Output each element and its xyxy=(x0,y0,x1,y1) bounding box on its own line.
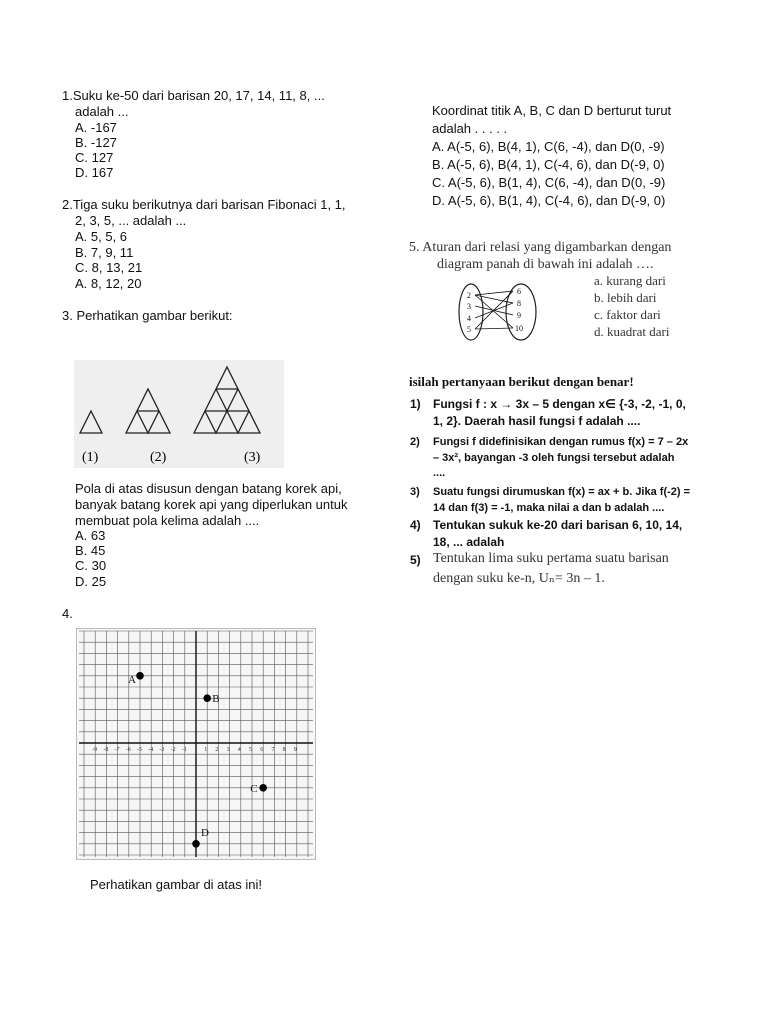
point-label-d: D xyxy=(201,826,209,839)
x-tick-label: -1 xyxy=(181,747,187,753)
x-tick-label: 4 xyxy=(237,747,241,753)
x-tick-label: -3 xyxy=(159,747,165,753)
q4-caption: Perhatikan gambar di atas ini! xyxy=(90,877,262,892)
q5-question-cont: diagram panah di bawah ini adalah …. xyxy=(437,257,654,272)
x-tick-label: 7 xyxy=(271,747,275,753)
point-a xyxy=(136,672,144,680)
q3-option-c: C. 30 xyxy=(75,558,107,573)
essay-3-number: 3) xyxy=(410,486,420,498)
q2-option-b: B. 7, 9, 11 xyxy=(75,245,134,260)
point-label-c: C xyxy=(250,782,258,795)
x-tick-label: -4 xyxy=(148,747,154,753)
essay-2-number: 2) xyxy=(410,436,420,448)
q5-option-b: b. lebih dari xyxy=(594,290,657,305)
x-tick-label: -5 xyxy=(137,747,142,753)
domain-3: 3 xyxy=(467,302,471,311)
codomain-8: 8 xyxy=(517,299,521,308)
q5-option-c: c. faktor dari xyxy=(594,307,661,322)
matchstick-triangles xyxy=(74,360,284,468)
q4-option-c: C. A(-5, 6), B(1, 4), C(6, -4), dan D(0, -9) xyxy=(432,175,666,190)
essay-1-line-2: 1, 2}. Daerah hasil fungsi f adalah .... xyxy=(433,414,641,428)
q3-text-2: banyak batang korek api yang diperlukan untuk xyxy=(75,497,348,512)
essay-4-number: 4) xyxy=(410,518,421,532)
point-c xyxy=(259,784,267,792)
point-label-b: B xyxy=(212,693,220,706)
x-tick-label: 3 xyxy=(226,747,230,753)
q1-question: 1.Suku ke-50 dari barisan 20, 17, 14, 11, 8, ... xyxy=(62,88,325,103)
x-tick-label: -8 xyxy=(103,747,109,753)
q4-right-text-1: Koordinat titik A, B, C dan D berturut turut xyxy=(432,103,672,118)
q1-question-cont: adalah ... xyxy=(75,104,129,119)
essay-5-line-1: Tentukan lima suku pertama suatu barisan xyxy=(433,551,669,566)
q4-right-text-2: adalah . . . . . xyxy=(432,121,508,136)
x-tick-label: -9 xyxy=(92,747,98,753)
x-tick-label: 5 xyxy=(249,747,252,753)
point-label-a: A xyxy=(128,673,136,686)
essay-1-number: 1) xyxy=(410,397,421,411)
codomain-6: 6 xyxy=(517,287,521,296)
x-tick-label: 1 xyxy=(204,747,208,753)
q3-option-a: A. 63 xyxy=(75,528,106,543)
essay-2-line-2: – 3x², bayangan -3 oleh fungsi tersebut adalah xyxy=(433,452,675,464)
domain-4: 4 xyxy=(467,314,471,323)
x-tick-label: -7 xyxy=(114,747,120,753)
essay-4-line-1: Tentukan sukuk ke-20 dari barisan 6, 10, 14, xyxy=(433,518,683,532)
essay-3-line-1: Suatu fungsi dirumuskan f(x) = ax + b. Jika f(-2) = xyxy=(433,486,691,498)
figure-label-2: (2) xyxy=(150,450,167,465)
domain-5: 5 xyxy=(467,325,471,334)
x-tick-label: 2 xyxy=(215,747,219,753)
q2-option-a: A. 5, 5, 6 xyxy=(75,229,128,244)
essay-1-line-1: Fungsi f : x → 3x – 5 dengan x∈ {-3, -2, -1, 0, xyxy=(433,397,686,411)
q1-option-b: B. -127 xyxy=(75,135,117,150)
essay-3-line-2: 14 dan f(3) = -1, maka nilai a dan b adalah .... xyxy=(433,502,665,514)
q3-text-3: membuat pola kelima adalah .... xyxy=(75,513,260,528)
x-tick-label: 8 xyxy=(282,747,286,753)
x-tick-label: -2 xyxy=(170,747,176,753)
codomain-10: 10 xyxy=(515,324,523,333)
coordinate-plane xyxy=(77,629,315,859)
essay-2-line-3: .... xyxy=(433,467,446,479)
essay-5-line-2: dengan suku ke-n, Uₙ= 3n – 1. xyxy=(433,571,605,586)
q2-option-c: C. 8, 13, 21 xyxy=(75,260,143,275)
q3-title: 3. Perhatikan gambar berikut: xyxy=(62,308,233,323)
matchstick-figure xyxy=(74,360,284,468)
q2-question: 2.Tiga suku berikutnya dari barisan Fibonaci 1, 1, xyxy=(62,197,346,212)
point-d xyxy=(192,840,200,848)
q4-number: 4. xyxy=(62,606,73,621)
q2-question-cont: 2, 3, 5, ... adalah ... xyxy=(75,213,187,228)
domain-2: 2 xyxy=(467,291,471,300)
q1-option-c: C. 127 xyxy=(75,150,114,165)
q4-option-a: A. A(-5, 6), B(4, 1), C(6, -4), dan D(0, -9) xyxy=(432,139,665,154)
essay-5-number: 5) xyxy=(410,553,421,567)
q4-option-d: D. A(-5, 6), B(1, 4), C(-4, 6), dan D(-9, 0) xyxy=(432,193,666,208)
q3-option-b: B. 45 xyxy=(75,543,106,558)
x-tick-label: 6 xyxy=(260,747,264,753)
coordinate-plane-frame xyxy=(76,628,316,860)
q5-option-a: a. kurang dari xyxy=(594,273,666,288)
codomain-9: 9 xyxy=(517,311,521,320)
q1-option-d: D. 167 xyxy=(75,165,114,180)
q3-text-1: Pola di atas disusun dengan batang korek api, xyxy=(75,481,342,496)
x-tick-label: 9 xyxy=(293,747,297,753)
point-b xyxy=(203,694,211,702)
arrow-diagram xyxy=(455,282,545,344)
essay-heading: isilah pertanyaan berikut dengan benar! xyxy=(409,374,634,389)
q2-option-d: A. 8, 12, 20 xyxy=(75,276,142,291)
figure-label-3: (3) xyxy=(244,450,261,465)
q5-question: 5. Aturan dari relasi yang digambarkan dengan xyxy=(409,240,672,255)
essay-2-line-1: Fungsi f didefinisikan dengan rumus f(x) = 7 – 2x xyxy=(433,436,689,448)
x-tick-label: -6 xyxy=(125,747,131,753)
q3-option-d: D. 25 xyxy=(75,574,107,589)
figure-label-1: (1) xyxy=(82,450,99,465)
q4-option-b: B. A(-5, 6), B(4, 1), C(-4, 6), dan D(-9, 0) xyxy=(432,157,665,172)
q1-option-a: A. -167 xyxy=(75,120,117,135)
arrow-diagram-svg xyxy=(455,282,545,344)
essay-4-line-2: 18, ... adalah xyxy=(433,535,505,549)
q5-option-d: d. kuadrat dari xyxy=(594,324,670,339)
